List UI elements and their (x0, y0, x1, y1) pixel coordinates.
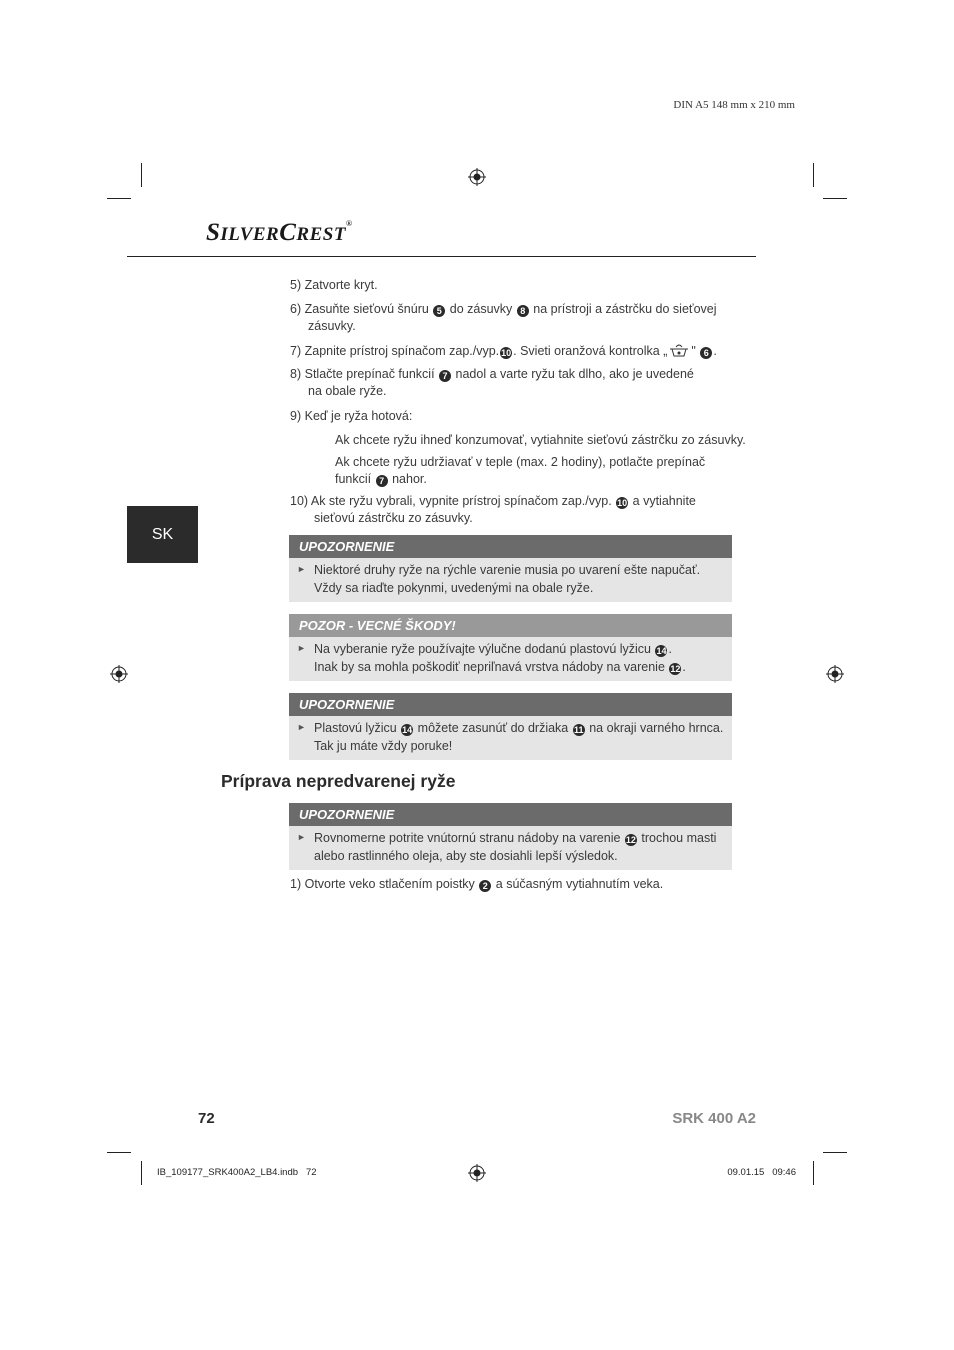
ref-number: 12 (670, 663, 681, 674)
notice-body: ► Niektoré druhy ryže na rýchle varenie musia po uvarení ešte napučať. Vždy sa riaďte pokynmi, uvedenými na obale ryže. (289, 558, 732, 602)
ref-number: 5 (433, 305, 445, 317)
crop-mark (141, 1161, 142, 1185)
notice-body: ► Rovnomerne potrite vnútornú stranu nádoby na varenie 12 trochou masti alebo rastlinného oleja, aby ste dosiahli lepší výsledok. (289, 826, 732, 870)
ref-number: 10 (501, 348, 512, 358)
notice-box (289, 803, 732, 870)
rice-cooker-pot-icon (669, 342, 689, 358)
header-rule (127, 256, 756, 257)
warning-body: ► Na vyberanie ryže používajte výlučne dodanú plastovú lyžicu 14 . Inak by sa mohla poškodiť nepriľnavá vrstva nádoby na varenie 12 . (289, 637, 732, 681)
brand-logo: SILVERCREST® (206, 219, 353, 246)
sub-item: Ak chcete ryžu ihneď konzumovať, vytiahnite sieťovú zástrčku zo zásuvky. (335, 433, 746, 447)
crop-mark (813, 1161, 814, 1185)
arrow-bullet-icon: ► (297, 832, 306, 842)
step-8: 8) Stlačte prepínač funkcií 7 nadol a varte ryžu tak dlho, ako je uvedené na obale ryže. (290, 367, 694, 398)
section-title: Príprava nepredvarenej ryže (221, 771, 456, 791)
ref-number: 7 (376, 475, 388, 487)
ref-number: 6 (700, 347, 712, 359)
ref-number: 8 (517, 305, 529, 317)
notice-title: UPOZORNENIE (289, 693, 732, 716)
warning-box (289, 614, 732, 681)
arrow-bullet-icon: ► (297, 564, 306, 574)
ref-number: 10 (617, 498, 628, 508)
model-number: SRK 400 A2 (672, 1110, 756, 1127)
ref-number: 2 (479, 880, 491, 892)
notice-title: UPOZORNENIE (289, 535, 732, 558)
registration-mark-icon (110, 665, 128, 683)
step-10: 10) Ak ste ryžu vybrali, vypnite prístroj spínačom zap./vyp. 10 a vytiahnite sieťovú zástrčku zo zásuvky. (290, 494, 696, 525)
language-tab: SK (127, 506, 198, 563)
step-5: 5) Zatvorte kryt. (290, 278, 378, 292)
crop-mark (823, 198, 847, 199)
registration-mark-icon (468, 1164, 486, 1182)
step-9: 9) Keď je ryža hotová: (290, 409, 413, 423)
step-7: 7) Zapnite prístroj spínačom zap./vyp. 10 . Svieti oranžová kontrolka „ " 6 . (290, 344, 717, 358)
step-1: 1) Otvorte veko stlačením poistky 2 a súčasným vytiahnutím veka. (290, 877, 664, 891)
crop-mark (141, 163, 142, 187)
warning-title: POZOR - VECNÉ ŠKODY! (289, 614, 732, 637)
page-number: 72 (198, 1110, 215, 1127)
ref-number: 14 (402, 725, 413, 735)
registration-mark-icon (826, 665, 844, 683)
crop-mark (107, 1152, 131, 1153)
registration-mark-icon (468, 168, 486, 186)
ref-number: 12 (625, 835, 636, 845)
crop-mark (813, 163, 814, 187)
print-format-label: DIN A5 148 mm x 210 mm (673, 99, 795, 111)
notice-box (289, 693, 732, 760)
slug-date: 09.01.15 09:46 (727, 1167, 796, 1178)
sub-item: Ak chcete ryžu udržiavať v teple (max. 2 hodiny), potlačte prepínač funkcií 7 nahor. (335, 455, 706, 486)
ref-number: 14 (656, 646, 667, 656)
crop-mark (107, 198, 131, 199)
ref-number: 11 (573, 725, 584, 735)
step-6: 6) Zasuňte sieťovú šnúru 5 do zásuvky 8 na prístroji a zástrčku do sieťovej zásuvky. (290, 302, 717, 333)
notice-body: ► Plastovú lyžicu 14 môžete zasunúť do držiaka 11 na okraji varného hrnca. Tak ju máte vždy poruke! (289, 716, 732, 760)
crop-mark (823, 1152, 847, 1153)
notice-box (289, 535, 732, 602)
slug-filename: IB_109177_SRK400A2_LB4.indb 72 (157, 1167, 317, 1178)
arrow-bullet-icon: ► (297, 722, 306, 732)
notice-title: UPOZORNENIE (289, 803, 732, 826)
ref-number: 7 (439, 370, 451, 382)
arrow-bullet-icon: ► (297, 643, 306, 653)
